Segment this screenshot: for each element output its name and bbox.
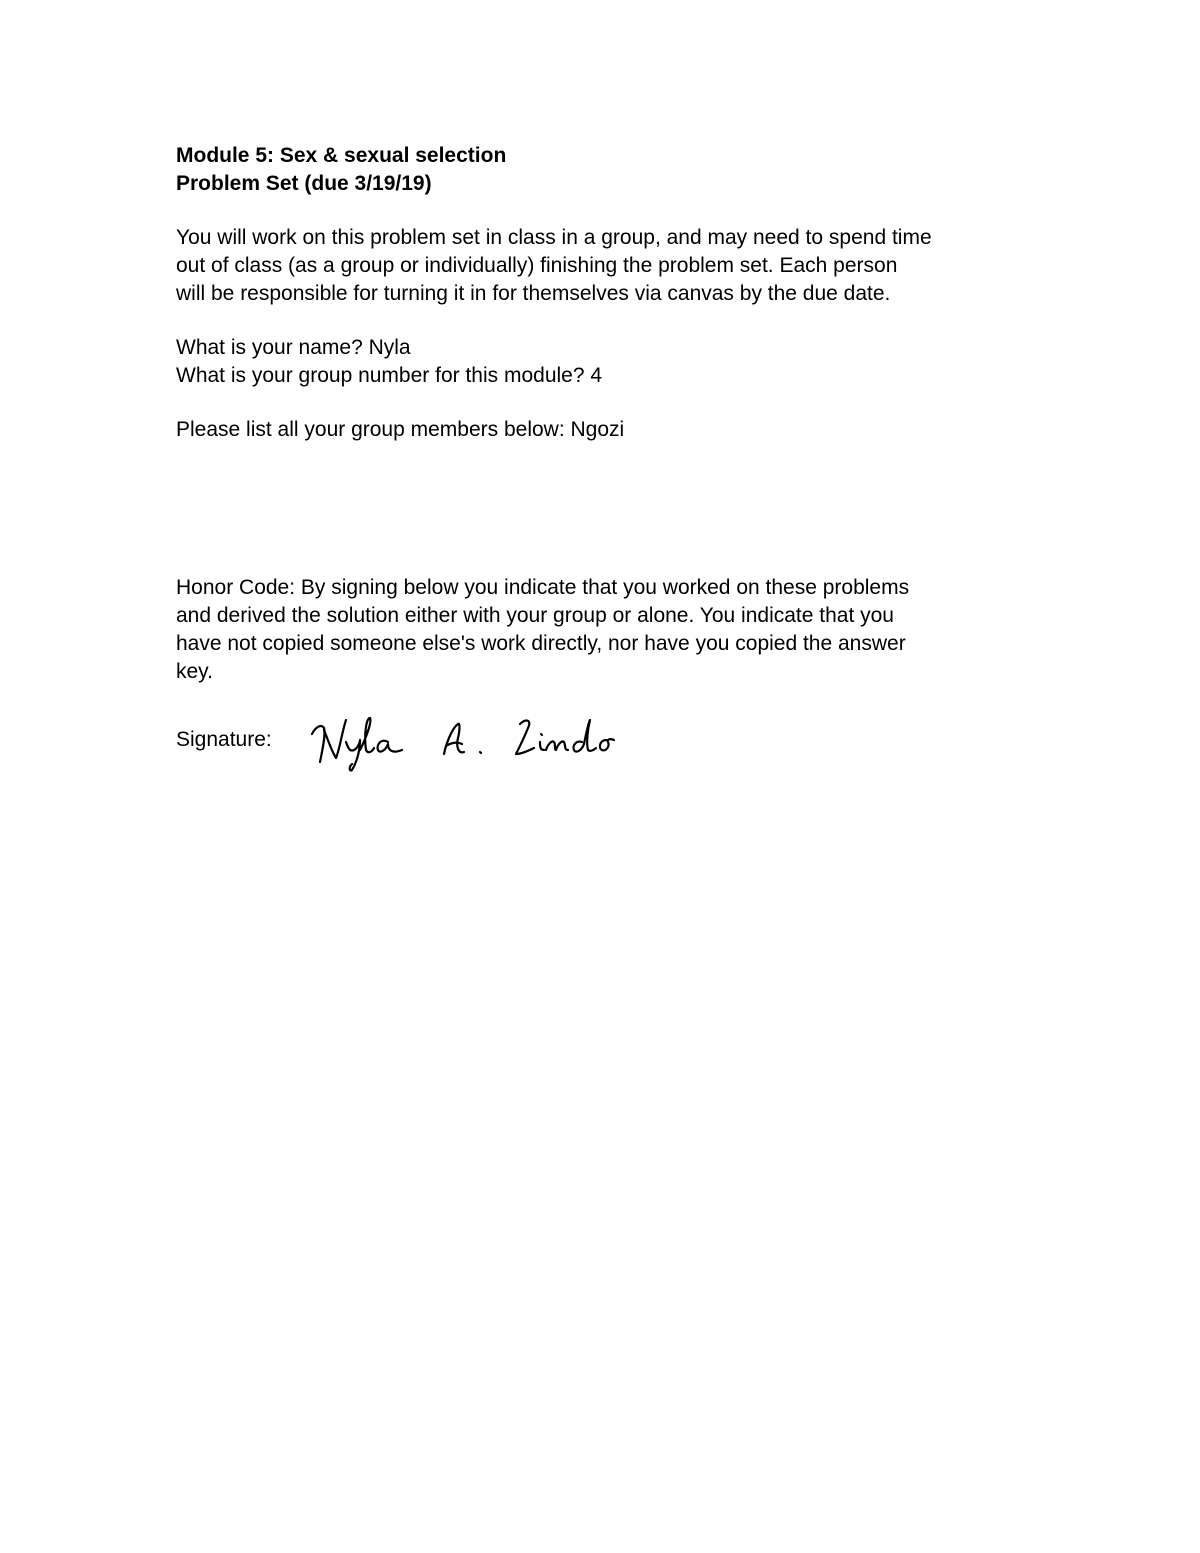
honor-code-line: have not copied someone else's work directly, nor have you copied the answer [176,632,906,655]
name-question: What is your name? Nyla [176,336,411,359]
intro-line: will be responsible for turning it in for themselves via canvas by the due date. [176,282,891,305]
intro-line: out of class (as a group or individually) finishing the problem set. Each person [176,254,898,277]
signature-row [176,716,1036,776]
intro-line: You will work on this problem set in class in a group, and may need to spend time [176,226,932,249]
honor-code-line: Honor Code: By signing below you indicate that you worked on these problems [176,576,910,599]
student-info [176,334,1036,390]
honor-code-paragraph [176,574,1036,686]
document-body [176,142,1036,776]
intro-paragraph [176,224,1036,308]
group-number-question: What is your group number for this module? 4 [176,364,603,387]
group-members [176,416,1036,444]
honor-code-line: and derived the solution either with your group or alone. You indicate that you [176,604,894,627]
group-members-line: Please list all your group members below: Ngozi [176,418,625,441]
signature-label: Signature: [176,728,272,751]
module-title: Module 5: Sex & sexual selection [176,144,507,167]
problem-set-subtitle: Problem Set (due 3/19/19) [176,172,432,195]
handwritten-signature [306,708,626,774]
honor-code-line: key. [176,660,213,683]
